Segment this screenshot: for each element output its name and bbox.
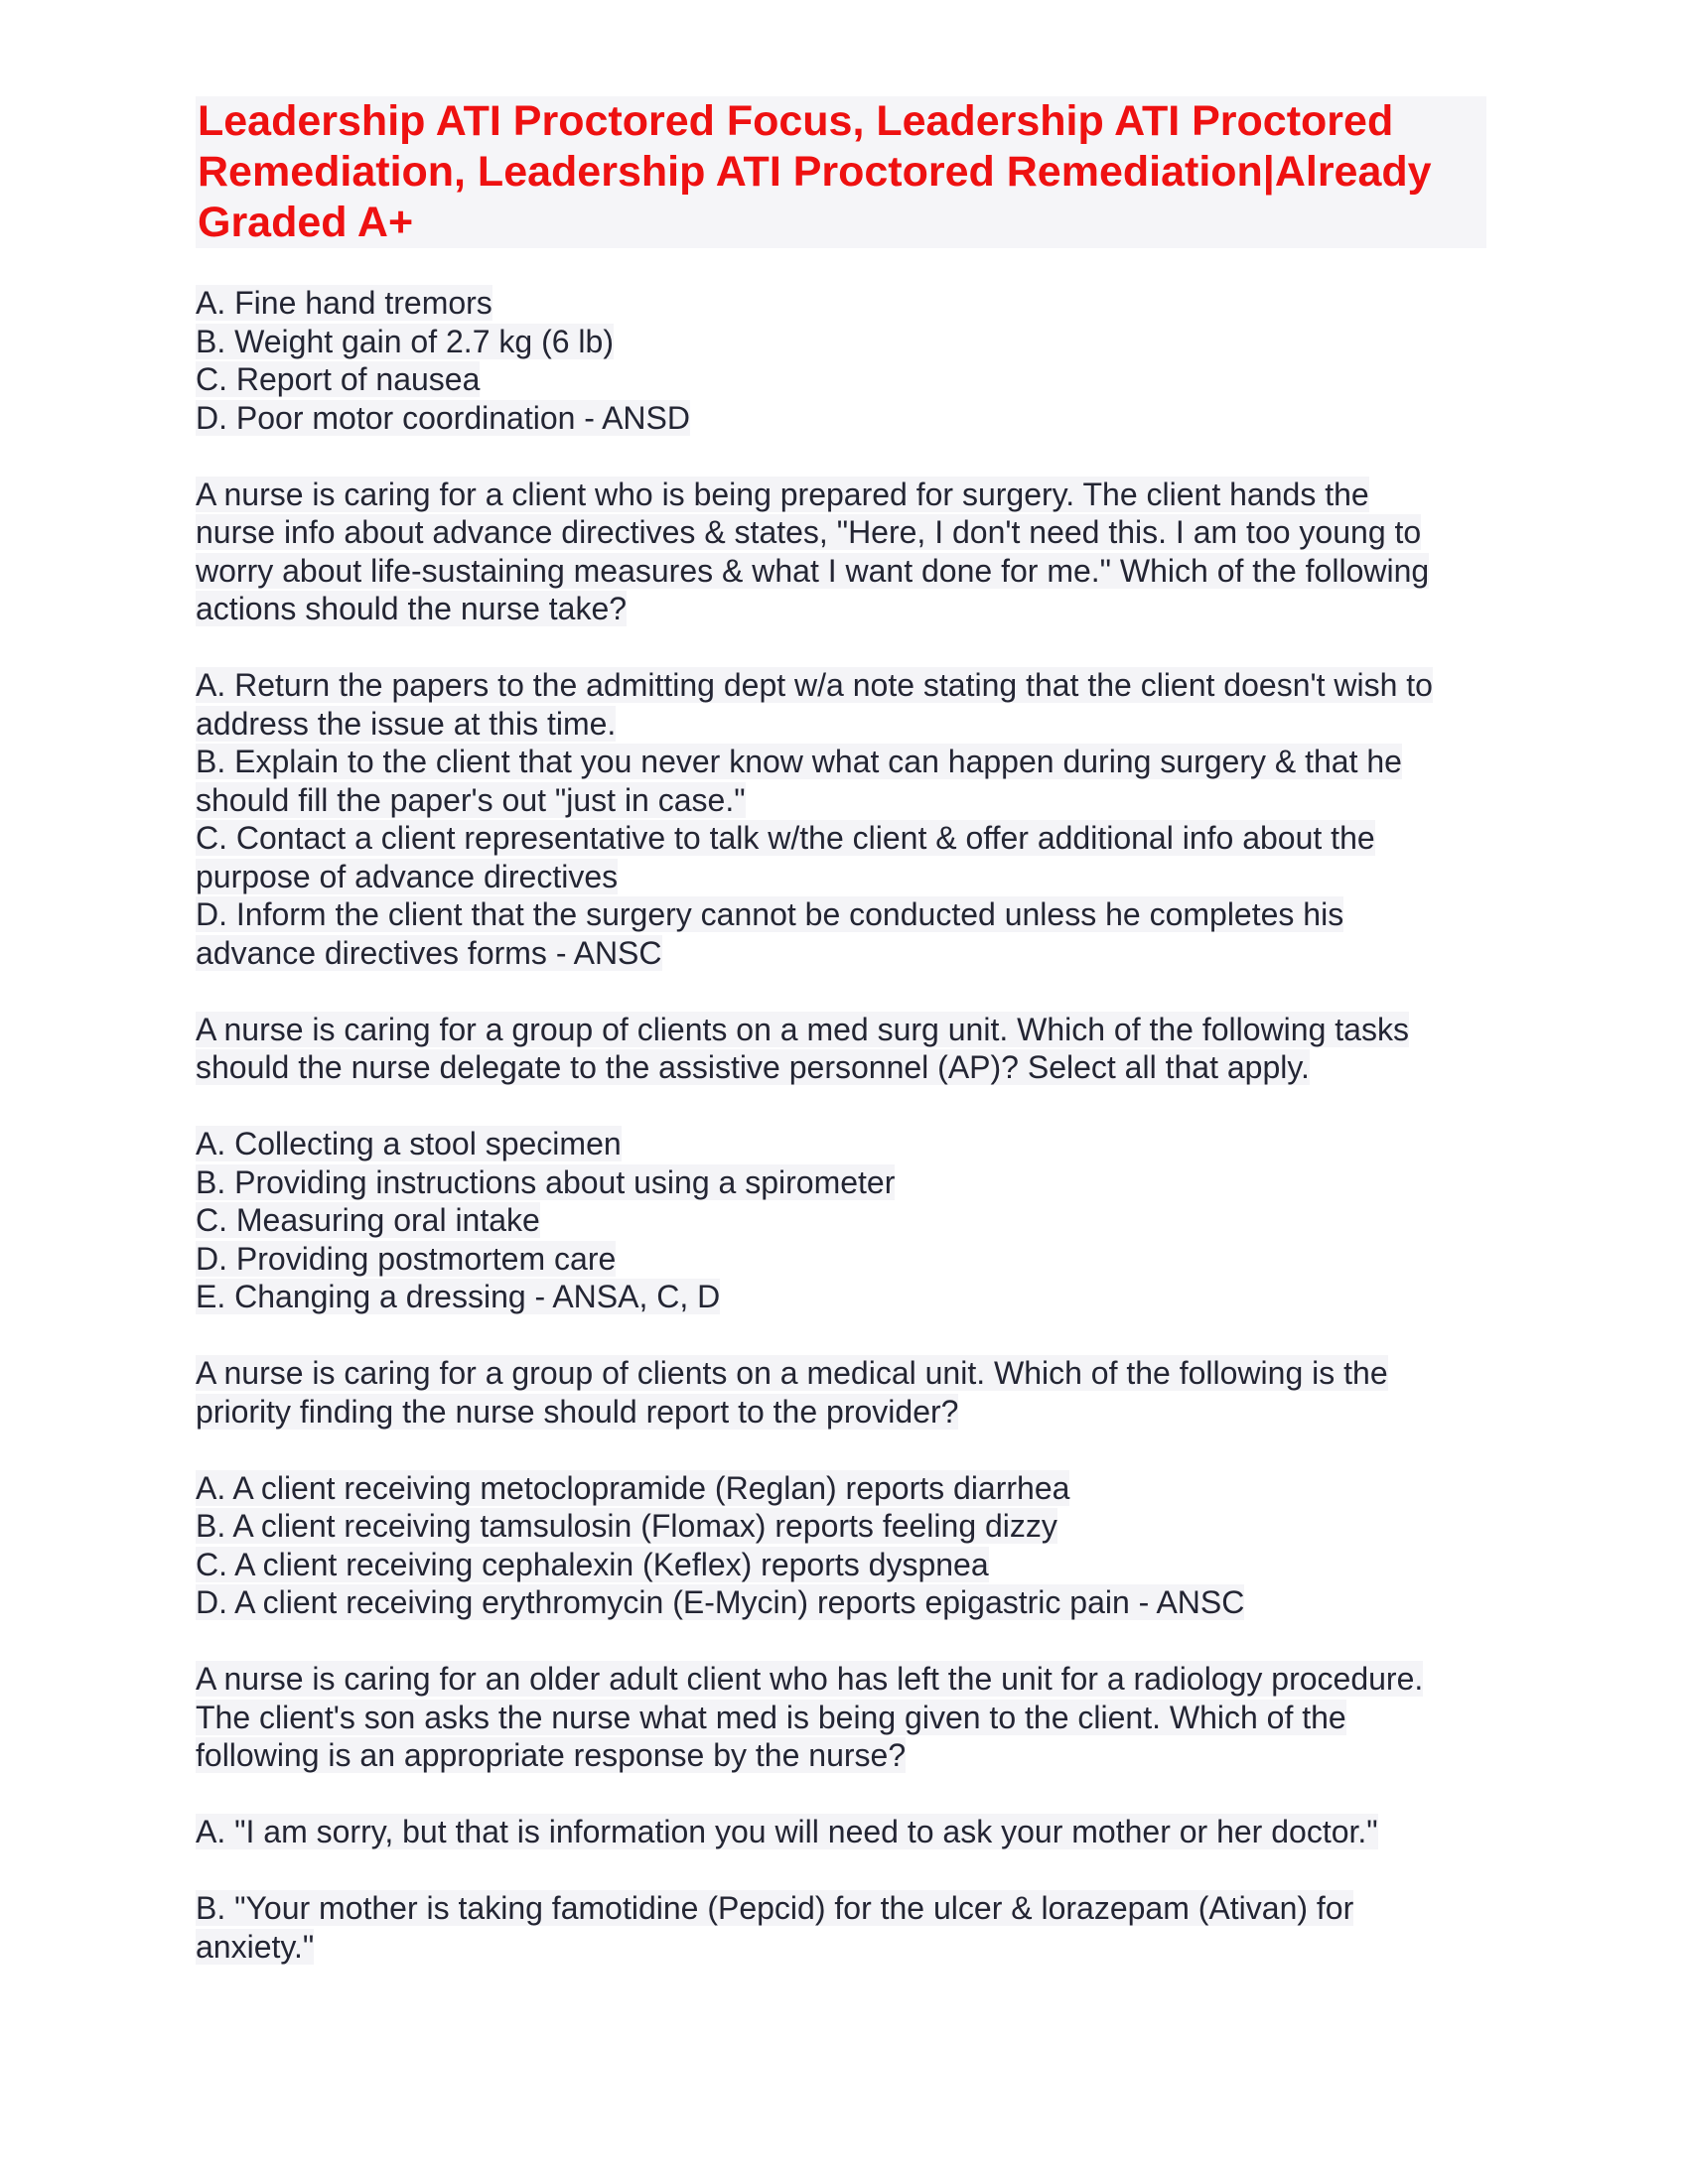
- text-line-content: B. "Your mother is taking famotidine (Pepcid) for the ulcer & lorazepam (Ativan) for: [196, 1890, 1354, 1926]
- text-line: [196, 1163, 1486, 1202]
- text-line: [196, 1048, 1486, 1087]
- paragraph-gap: [196, 437, 1486, 476]
- text-line: [196, 323, 1486, 361]
- paragraph: [196, 1813, 1486, 1851]
- paragraph: [196, 1469, 1486, 1622]
- document-page: [196, 96, 1486, 1966]
- text-line: [196, 1469, 1486, 1508]
- text-line: [196, 1393, 1486, 1432]
- text-line: [196, 1507, 1486, 1546]
- text-line-content: A nurse is caring for a group of clients on a med surg unit. Which of the following tasks: [196, 1011, 1409, 1047]
- text-line: [196, 1928, 1486, 1967]
- text-line-content: The client's son asks the nurse what med is being given to the client. Which of the: [196, 1699, 1346, 1735]
- text-line-content: worry about life-sustaining measures & what I want done for me." Which of the following: [196, 552, 1430, 589]
- text-line-content: actions should the nurse take?: [196, 591, 628, 626]
- text-line: [196, 476, 1486, 514]
- text-line: [196, 1240, 1486, 1279]
- paragraph-gap: [196, 972, 1486, 1011]
- text-line-content: following is an appropriate response by the nurse?: [196, 1737, 907, 1773]
- text-line-content: nurse info about advance directives & states, "Here, I don't need this. I am too young to: [196, 514, 1422, 550]
- text-line-content: A. Collecting a stool specimen: [196, 1126, 622, 1161]
- paragraph-gap: [196, 1087, 1486, 1126]
- text-line: [196, 1278, 1486, 1316]
- paragraph: [196, 1125, 1486, 1316]
- text-line-content: D. Inform the client that the surgery cannot be conducted unless he completes his: [196, 896, 1344, 932]
- text-line-content: E. Changing a dressing - ANSA, C, D: [196, 1279, 721, 1314]
- text-line: [196, 1583, 1486, 1622]
- text-line: [196, 1813, 1486, 1851]
- text-line-content: A nurse is caring for a group of clients on a medical unit. Which of the following is the: [196, 1355, 1388, 1391]
- text-line-content: B. Weight gain of 2.7 kg (6 lb): [196, 323, 614, 359]
- paragraph-gap: [196, 1316, 1486, 1355]
- text-line: [196, 1889, 1486, 1928]
- text-line-content: should fill the paper's out "just in case.": [196, 781, 746, 818]
- text-line: [196, 1125, 1486, 1163]
- paragraph: [196, 1889, 1486, 1966]
- text-line: [196, 781, 1486, 820]
- text-line: [196, 1736, 1486, 1775]
- text-line-content: A. "I am sorry, but that is information you will need to ask your mother or her doctor.": [196, 1814, 1378, 1849]
- text-line: [196, 819, 1486, 858]
- paragraph-gap: [196, 1622, 1486, 1661]
- text-line-content: C. Report of nausea: [196, 361, 481, 397]
- text-line-content: D. Providing postmortem care: [196, 1240, 617, 1277]
- text-line: [196, 590, 1486, 628]
- text-line-content: C. A client receiving cephalexin (Keflex) reports dyspnea: [196, 1546, 989, 1582]
- text-line-content: D. A client receiving erythromycin (E-Mycin) reports epigastric pain - ANSC: [196, 1584, 1245, 1620]
- text-line: [196, 360, 1486, 399]
- text-line: [196, 934, 1486, 973]
- paragraph-gap: [196, 1775, 1486, 1814]
- text-line-content: B. Explain to the client that you never know what can happen during surgery & that he: [196, 744, 1402, 779]
- text-line-content: priority finding the nurse should report to the provider?: [196, 1393, 959, 1430]
- text-line: [196, 1354, 1486, 1393]
- text-line-content: should the nurse delegate to the assistive personnel (AP)? Select all that apply.: [196, 1049, 1310, 1085]
- text-line: [196, 666, 1486, 705]
- text-line-content: B. A client receiving tamsulosin (Flomax) reports feeling dizzy: [196, 1508, 1057, 1544]
- text-line: [196, 513, 1486, 552]
- text-line: [196, 399, 1486, 438]
- text-line: [196, 895, 1486, 934]
- text-line-content: advance directives forms - ANSC: [196, 934, 662, 971]
- text-line: [196, 743, 1486, 781]
- text-line-content: anxiety.": [196, 1928, 315, 1965]
- text-line: [196, 1660, 1486, 1699]
- document-title: Leadership ATI Proctored Focus, Leadership ATI Proctored Remediation, Leadership ATI Proctored Remediation|Already Graded A+: [196, 96, 1486, 248]
- paragraph: [196, 1660, 1486, 1775]
- text-line-content: B. Providing instructions about using a spirometer: [196, 1163, 896, 1200]
- paragraph-gap: [196, 628, 1486, 667]
- text-line: [196, 284, 1486, 323]
- text-line-content: A. A client receiving metoclopramide (Reglan) reports diarrhea: [196, 1469, 1070, 1506]
- text-line-content: purpose of advance directives: [196, 858, 619, 894]
- text-line: [196, 705, 1486, 744]
- paragraph: [196, 476, 1486, 628]
- paragraph: [196, 284, 1486, 437]
- text-line: [196, 1011, 1486, 1049]
- paragraph: [196, 666, 1486, 972]
- text-line-content: C. Contact a client representative to talk w/the client & offer additional info about the: [196, 820, 1375, 856]
- text-line: [196, 552, 1486, 591]
- document-body: [196, 284, 1486, 1966]
- paragraph: [196, 1011, 1486, 1087]
- text-line-content: A. Fine hand tremors: [196, 285, 492, 321]
- text-line-content: A nurse is caring for an older adult client who has left the unit for a radiology procedure.: [196, 1661, 1424, 1697]
- paragraph: [196, 1354, 1486, 1431]
- text-line-content: A nurse is caring for a client who is being prepared for surgery. The client hands the: [196, 476, 1369, 512]
- text-line: [196, 1699, 1486, 1737]
- paragraph-gap: [196, 1431, 1486, 1469]
- text-line-content: D. Poor motor coordination - ANSD: [196, 399, 690, 436]
- text-line: [196, 1546, 1486, 1584]
- text-line-content: C. Measuring oral intake: [196, 1202, 540, 1238]
- text-line: [196, 858, 1486, 896]
- text-line: [196, 1201, 1486, 1240]
- text-line-content: A. Return the papers to the admitting dept w/a note stating that the client doesn't wish to: [196, 667, 1433, 703]
- paragraph-gap: [196, 1851, 1486, 1890]
- text-line-content: address the issue at this time.: [196, 705, 617, 742]
